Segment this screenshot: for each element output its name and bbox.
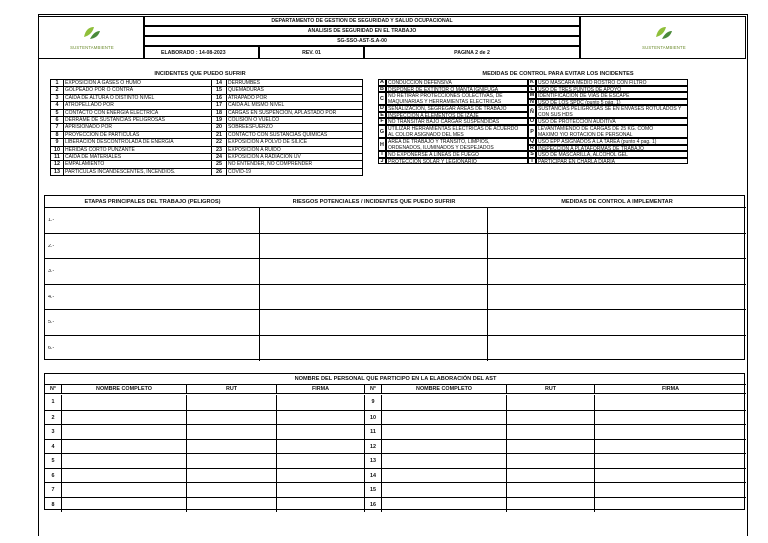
incidente-text: CAÍDA AL MISMO NIVEL: [227, 102, 363, 109]
rut-cell[interactable]: [507, 498, 595, 513]
medida-row: [378, 79, 528, 86]
medida-text: [536, 86, 688, 93]
col-rut-header: RUT: [187, 385, 277, 393]
incidente-number: 20: [212, 124, 227, 131]
rut-cell[interactable]: [187, 411, 277, 426]
incidente-number: 14: [212, 80, 227, 87]
medida-letter: D: [378, 105, 386, 112]
medida-text-line: PARTICIPAR EN CHARLA DIARIA: [538, 158, 615, 165]
medida-text-line: DISPONER DE EXTINTOR O MANTA IGNIFUGA: [388, 86, 499, 93]
rut-cell[interactable]: [507, 483, 595, 498]
medida-text: [536, 138, 688, 145]
etapa-cell[interactable]: [45, 285, 260, 311]
personal-row: [45, 410, 746, 425]
medida-row: [528, 158, 688, 165]
incidente-number: 17: [212, 102, 227, 109]
logo-leaf-icon: [654, 25, 674, 41]
rut-cell[interactable]: [507, 440, 595, 455]
incidente-text: ATROPELLADO POR: [64, 102, 212, 109]
riesgo-cell[interactable]: [260, 310, 488, 336]
etapa-cell[interactable]: [45, 234, 260, 260]
medida-letter: C: [378, 92, 386, 105]
nombre-cell[interactable]: [62, 469, 187, 484]
incidente-text: APRISIONADO POR: [64, 124, 212, 131]
firma-cell[interactable]: [277, 411, 365, 426]
incidente-text: CARGAS EN SUSPENCIÓN, APLASTADO POR: [227, 109, 363, 116]
personal-row-number: 10: [365, 411, 382, 426]
firma-cell[interactable]: [277, 454, 365, 469]
riesgo-cell[interactable]: [260, 234, 488, 260]
etapa-row: [45, 233, 746, 259]
incidente-number: 9: [51, 139, 64, 146]
col-firma-header: FIRMA: [277, 385, 365, 393]
medida-text: [536, 92, 688, 99]
header-line3: SG-SSO-AST-S.A-00: [144, 36, 580, 46]
incidente-text: CONTACTO CON ENERGIA ELECTRICA: [64, 109, 212, 116]
personal-row-number: 4: [45, 440, 62, 455]
incidente-number: 25: [212, 161, 227, 168]
rut-cell[interactable]: [187, 498, 277, 513]
medida-row: [528, 99, 688, 106]
medida-text: [536, 79, 688, 86]
medida-letter: Ñ: [528, 105, 536, 118]
col-num-header: N°: [365, 385, 382, 393]
personal-title: NOMBRE DEL PERSONAL QUE PARTICIPO EN LA ELABORACIÓN DEL AST: [294, 376, 497, 382]
medida-row: [528, 118, 688, 125]
rut-cell[interactable]: [507, 454, 595, 469]
medida-text-line: USO DE PROTECCIÓN AUDITIVA: [538, 119, 616, 125]
etapa-number: 4.-: [48, 294, 55, 300]
etapa-cell[interactable]: [45, 259, 260, 285]
medida-letter: N: [528, 99, 536, 106]
header-center: [144, 16, 580, 59]
medida-letter: P: [528, 125, 536, 138]
col-num-header: N°: [45, 385, 62, 393]
incidente-row: [51, 117, 363, 124]
incidente-text: EXPOSICIÓN A GASES O HUMO: [64, 80, 212, 87]
medida-text-line: USO DE TRES PUNTOS DE APOYO: [538, 86, 622, 93]
medida-text-line: UTILIZAR HERRAMIENTAS ELECTRICAS DE ACUERDO: [388, 126, 519, 132]
etapa-row: [45, 258, 746, 284]
medida-row: [378, 86, 528, 93]
header-right-logo-box: [580, 16, 746, 59]
bottom-edge: [38, 516, 39, 536]
medida-letter: A: [378, 79, 386, 86]
personal-row: [45, 395, 746, 410]
medida-text: [386, 158, 528, 165]
medida-row: [378, 112, 528, 119]
personal-row-number: 1: [45, 395, 62, 410]
medida-row: [378, 138, 528, 151]
medida-letter: J: [378, 158, 386, 165]
medida-letter: M: [529, 92, 535, 99]
nombre-cell[interactable]: [382, 425, 507, 440]
medida-cell[interactable]: [488, 208, 746, 234]
firma-cell[interactable]: [595, 395, 746, 410]
medida-text: [386, 112, 528, 119]
medida-letter: K: [528, 79, 536, 86]
medida-row: [528, 151, 688, 158]
firma-cell[interactable]: [595, 483, 746, 498]
incidente-number: 10: [51, 146, 64, 153]
incidente-number: 7: [51, 124, 64, 131]
personal-row: [45, 439, 746, 454]
etapa-number: 6.-: [48, 345, 55, 351]
incidente-row: [51, 146, 363, 153]
incidente-text: CAIDA DE MATERIALES: [64, 154, 212, 161]
nombre-cell[interactable]: [382, 411, 507, 426]
rut-cell[interactable]: [187, 454, 277, 469]
incidente-number: 18: [212, 109, 227, 116]
medida-letter: L: [528, 86, 536, 93]
personal-row-number: 11: [365, 425, 382, 440]
nombre-cell[interactable]: [382, 454, 507, 469]
medida-letter: H: [378, 138, 386, 151]
incidente-text: EXPOSICIÓN A POLVO DE SILICE: [227, 139, 363, 146]
incidente-text: CONTACTO CON SUSTANCIAS QUIMICAS: [227, 131, 363, 138]
incidente-text: CAÍDA DE ALTURA O DISTINTO NIVEL: [64, 94, 212, 101]
medida-row: [378, 125, 528, 138]
medida-text: [536, 99, 688, 106]
incidente-row: [51, 168, 363, 175]
riesgo-cell[interactable]: [260, 336, 488, 362]
incidente-row: [51, 131, 363, 138]
incidente-number: 6: [51, 117, 64, 124]
header-pagina: PAGINA 2 de 2: [364, 46, 580, 59]
personal-row-number: 2: [45, 411, 62, 426]
col-nombre-header: NOMBRE COMPLETO: [62, 385, 187, 393]
personal-row: [45, 453, 746, 468]
medidas-title: MEDIDAS DE CONTROL PARA EVITAR LOS INCIDENTES: [482, 71, 634, 77]
personal-row-number: 5: [45, 454, 62, 469]
incidente-text: DERRAME DE SUSTANCIAS PELIGROSAS: [64, 117, 212, 124]
medida-text-line: PROTECCIÓN SOLAR Y LEGIONARIO: [388, 158, 477, 165]
medida-text: [386, 86, 528, 93]
rut-cell[interactable]: [187, 395, 277, 410]
incidente-number: 23: [212, 146, 227, 153]
personal-row-number: 8: [45, 498, 62, 513]
header-line1: DEPARTAMENTO DE GESTION DE SEGURIDAD Y SALUD OCUPACIONAL: [144, 16, 580, 26]
medida-text-line: USO MASCARA MEDIO ROSTRO CON FILTRO: [538, 80, 647, 86]
rut-cell[interactable]: [187, 425, 277, 440]
firma-cell[interactable]: [277, 440, 365, 455]
incidente-text: SOBREESFUERZO: [227, 124, 363, 131]
rut-cell[interactable]: [507, 411, 595, 426]
medida-letter: S: [528, 151, 536, 158]
medida-row: [378, 151, 528, 158]
incidente-row: [51, 109, 363, 116]
rut-cell[interactable]: [507, 425, 595, 440]
medida-cell[interactable]: [488, 285, 746, 311]
medida-letter: F: [378, 118, 386, 125]
medida-text: [386, 138, 528, 151]
medida-text: [386, 125, 528, 138]
incidente-number: 21: [212, 131, 227, 138]
col-firma-header: FIRMA: [661, 386, 680, 392]
nombre-cell[interactable]: [382, 498, 507, 513]
incidente-number: 8: [51, 131, 64, 138]
medida-row: [528, 125, 688, 138]
etapa-number: 5.-: [48, 320, 55, 325]
incidente-text: DERRUMBES: [227, 80, 363, 87]
nombre-cell[interactable]: [382, 395, 507, 410]
incidente-row: [51, 161, 363, 168]
logo-text: SUSTENTAMBIENTE: [642, 45, 686, 50]
etapas-section: [44, 195, 745, 360]
medida-text: [386, 105, 528, 112]
etapa-cell[interactable]: [45, 336, 260, 362]
medida-text-line: IDENTIFICACIÓN DE VIAS DE ESCAPE: [538, 93, 630, 99]
medida-letter: Q: [529, 138, 535, 144]
medida-text-line: AL COLOR ASIGNADO DEL MES: [388, 132, 464, 138]
personal-row-number: 14: [365, 469, 382, 484]
medida-text: [536, 158, 688, 165]
incidente-number: 24: [212, 154, 227, 161]
etapa-row: [45, 335, 746, 361]
incidente-text: LIBERACIÓN DESCONTROLADA DE ENERGIA: [64, 139, 212, 146]
medida-cell[interactable]: [488, 310, 746, 336]
incidente-number: 15: [212, 87, 227, 94]
medida-text: [386, 151, 528, 158]
medida-text: [386, 79, 528, 86]
medida-letter: R: [528, 145, 536, 152]
nombre-cell[interactable]: [62, 425, 187, 440]
medida-text-line: MAXIMO Y/O ROTACION DE PERSONAL: [538, 132, 633, 138]
medida-letter: O: [529, 118, 535, 125]
medida-cell[interactable]: [488, 336, 746, 362]
incidente-row: [51, 80, 363, 87]
incidente-number: 1: [51, 80, 64, 87]
medida-text: [536, 118, 688, 125]
medida-text: [536, 151, 688, 158]
incidente-text: ATRAPADO POR: [227, 94, 363, 101]
personal-row: [45, 424, 746, 439]
incidente-number: 19: [212, 117, 227, 124]
col-nombre-header: NOMBRE COMPLETO: [382, 385, 507, 393]
medida-text-line: NO TRANSITAR BAJO CARGAR SUSPENDIDAS: [388, 119, 500, 125]
nombre-cell[interactable]: [62, 498, 187, 513]
incidente-text: PARTICULAS INCANDESCENTES, INCENDIOS.: [64, 168, 212, 175]
etapa-number: 1.-: [48, 218, 55, 223]
firma-cell[interactable]: [595, 469, 746, 484]
incidente-number: 16: [212, 94, 227, 101]
medida-letter: T: [528, 158, 536, 165]
medida-row: [528, 145, 688, 152]
incidente-number: 26: [212, 168, 227, 175]
medida-letter: E: [378, 112, 386, 119]
nombre-cell[interactable]: [382, 469, 507, 484]
col-rut-header: RUT: [507, 385, 595, 393]
personal-row: [45, 482, 746, 497]
medida-letter: I: [378, 151, 386, 158]
medida-row: [528, 92, 688, 99]
personal-row-number: 3: [45, 425, 62, 440]
incidente-text: EXPOSICIÓN A RUIDO: [227, 146, 363, 153]
incidente-number: 12: [51, 161, 64, 168]
medida-text: [386, 92, 528, 105]
medida-text: [536, 145, 688, 152]
incidente-number: 3: [51, 94, 64, 101]
personal-row-number: 13: [365, 454, 382, 469]
medida-text-line: AREA DE TRABAJO Y TRANSITO, LIMPIOS,: [388, 139, 490, 145]
incidentes-title: INCIDENTES QUE PUEDO SUFRIR: [154, 71, 246, 77]
header-line2: ANALISIS DE SEGURIDAD EN EL TRABAJO: [144, 26, 580, 36]
incidente-number: 4: [51, 102, 64, 109]
firma-cell[interactable]: [595, 411, 746, 426]
firma-cell[interactable]: [595, 454, 746, 469]
incidente-text: COVID-19: [227, 168, 363, 175]
incidente-text: QUEMADURAS: [227, 87, 363, 94]
firma-cell[interactable]: [595, 425, 746, 440]
medida-row: [378, 92, 528, 105]
medida-row: [378, 105, 528, 112]
firma-cell[interactable]: [277, 395, 365, 410]
personal-row-number: 16: [365, 498, 382, 513]
logo-leaf-icon: [82, 25, 102, 41]
nombre-cell[interactable]: [382, 483, 507, 498]
rut-cell[interactable]: [187, 440, 277, 455]
medida-text: [536, 105, 688, 118]
personal-row-number: 7: [45, 483, 62, 498]
incidente-text: EXPOSICIÓN A RADIACIÓN UV: [227, 154, 363, 161]
incidente-text: PROYECCIÓN DE PARTICULAS: [64, 131, 212, 138]
medida-text-line: USO DE MASCARILLA, ALCOHOL GEL: [538, 152, 628, 158]
incidente-text: GOLPEADO POR O CONTRA: [64, 87, 212, 94]
header-elaborado: ELABORADO : 14-08-2023: [144, 46, 259, 59]
riesgo-cell[interactable]: [260, 285, 488, 311]
rut-cell[interactable]: [187, 469, 277, 484]
medida-text: [536, 125, 688, 138]
firma-cell[interactable]: [595, 440, 746, 455]
personal-row-number: 6: [45, 469, 62, 484]
rut-cell[interactable]: [187, 483, 277, 498]
etapa-number: 2.-: [48, 243, 55, 249]
medida-text-line: CON SUS HDS: [538, 112, 573, 119]
etapa-row: [45, 284, 746, 310]
incidente-row: [51, 94, 363, 101]
firma-cell[interactable]: [277, 425, 365, 440]
firma-cell[interactable]: [277, 483, 365, 498]
medida-text-line: USO DE LOS SPDC (punto 5 pág. 1): [538, 99, 621, 106]
personal-row: [45, 468, 746, 483]
medida-text-line: LEVANTAMIENDO DE CARGAS DE 25 KG. COMO: [538, 126, 654, 132]
medida-text-line: MAQUINARIAS Y HERRAMIENTAS ELECTRICAS: [388, 99, 502, 106]
personal-section: [44, 373, 745, 510]
incidente-number: 5: [51, 109, 64, 116]
medida-row: [528, 138, 688, 145]
incidente-row: [51, 102, 363, 109]
logo-text: SUSTENTAMBIENTE: [70, 45, 114, 50]
medida-text-line: SUSTANCIAS PELIGROSAS SE EN ENVASES ROTULADOS Y: [538, 106, 682, 113]
personal-row-number: 12: [365, 440, 382, 455]
medida-letter: B: [378, 86, 386, 93]
etapas-col3-header: MEDIDAS DE CONTROL A IMPLEMENTAR: [561, 199, 673, 205]
header-left-logo-box: [38, 16, 144, 59]
medida-text-line: INSPECCIÓN A PLATAFORMAS DE TRABAJO: [538, 145, 644, 152]
incidente-text: COLISION O VUELCO: [227, 117, 363, 124]
incidente-number: 22: [212, 139, 227, 146]
incidente-row: [51, 154, 363, 161]
medida-text-line: SEÑALIZACION, SEGREGAR AREAS DE TRABAJO: [388, 106, 507, 112]
medida-text-line: USO EPP ASIGNADOS A LA TAREA (punto 4 pag. 1): [538, 139, 657, 145]
etapas-col1-header: ETAPAS PRINCIPALES DEL TRABAJO (PELIGROS): [84, 199, 221, 205]
medida-row: [528, 105, 688, 118]
nombre-cell[interactable]: [62, 411, 187, 426]
incidente-text: HERIDAS CORTO PUNZANTE: [64, 146, 212, 153]
firma-cell[interactable]: [595, 498, 746, 513]
riesgo-cell[interactable]: [260, 259, 488, 285]
medida-row: [378, 118, 528, 125]
etapa-number: 3.-: [48, 269, 55, 274]
incidente-row: [51, 139, 363, 146]
incidente-number: 13: [51, 168, 64, 175]
medida-text: [386, 118, 528, 125]
nombre-cell[interactable]: [62, 440, 187, 455]
etapa-cell[interactable]: [45, 310, 260, 336]
personal-row-number: 9: [365, 395, 382, 410]
medida-text-line: NO RETIRAR PROTECCIONES COLECTIVAS, DE: [388, 93, 503, 100]
incidente-number: 11: [51, 154, 64, 161]
incidente-number: 2: [51, 87, 64, 94]
medida-text-line: CONDUCCION DEFENSIVA: [388, 80, 452, 86]
etapa-row: [45, 309, 746, 335]
incidente-row: [51, 87, 363, 94]
incidente-row: [51, 124, 363, 131]
medida-text-line: NO EXPONERSE A LINEAS DE FUEGO: [388, 152, 479, 158]
riesgo-cell[interactable]: [260, 208, 488, 234]
etapas-col2-header: RIESGOS POTENCIALES / INCIDENTES QUE PUEDO SUFRIR: [292, 199, 456, 205]
nombre-cell[interactable]: [62, 395, 187, 410]
etapa-row: [45, 207, 746, 233]
personal-row-number: 15: [365, 483, 382, 498]
header-rev: REV. 01: [259, 46, 364, 59]
incidente-text: EMPALAMIENTO: [64, 161, 212, 168]
rut-cell[interactable]: [507, 395, 595, 410]
personal-row: [45, 497, 746, 512]
medida-text-line: ORDENADOS, ILUMINADOS Y DESPEJADOS: [388, 145, 494, 151]
rut-cell[interactable]: [507, 469, 595, 484]
medida-letter: G: [378, 125, 386, 138]
medida-row: [528, 79, 688, 86]
nombre-cell[interactable]: [62, 483, 187, 498]
medida-cell[interactable]: [488, 234, 746, 260]
medida-text-line: INSPECCIÓN A ELEMENTOS DE IZAJE: [388, 112, 479, 119]
incidente-text: NO ENTENDER, NO COMPRENDER: [227, 161, 363, 168]
firma-cell[interactable]: [277, 469, 365, 484]
firma-cell[interactable]: [277, 498, 365, 513]
nombre-cell[interactable]: [62, 454, 187, 469]
medida-row: [378, 158, 528, 165]
medida-cell[interactable]: [488, 259, 746, 285]
etapa-cell[interactable]: [45, 208, 260, 234]
nombre-cell[interactable]: [382, 440, 507, 455]
incidentes-table: [50, 79, 363, 176]
medida-row: [528, 86, 688, 93]
